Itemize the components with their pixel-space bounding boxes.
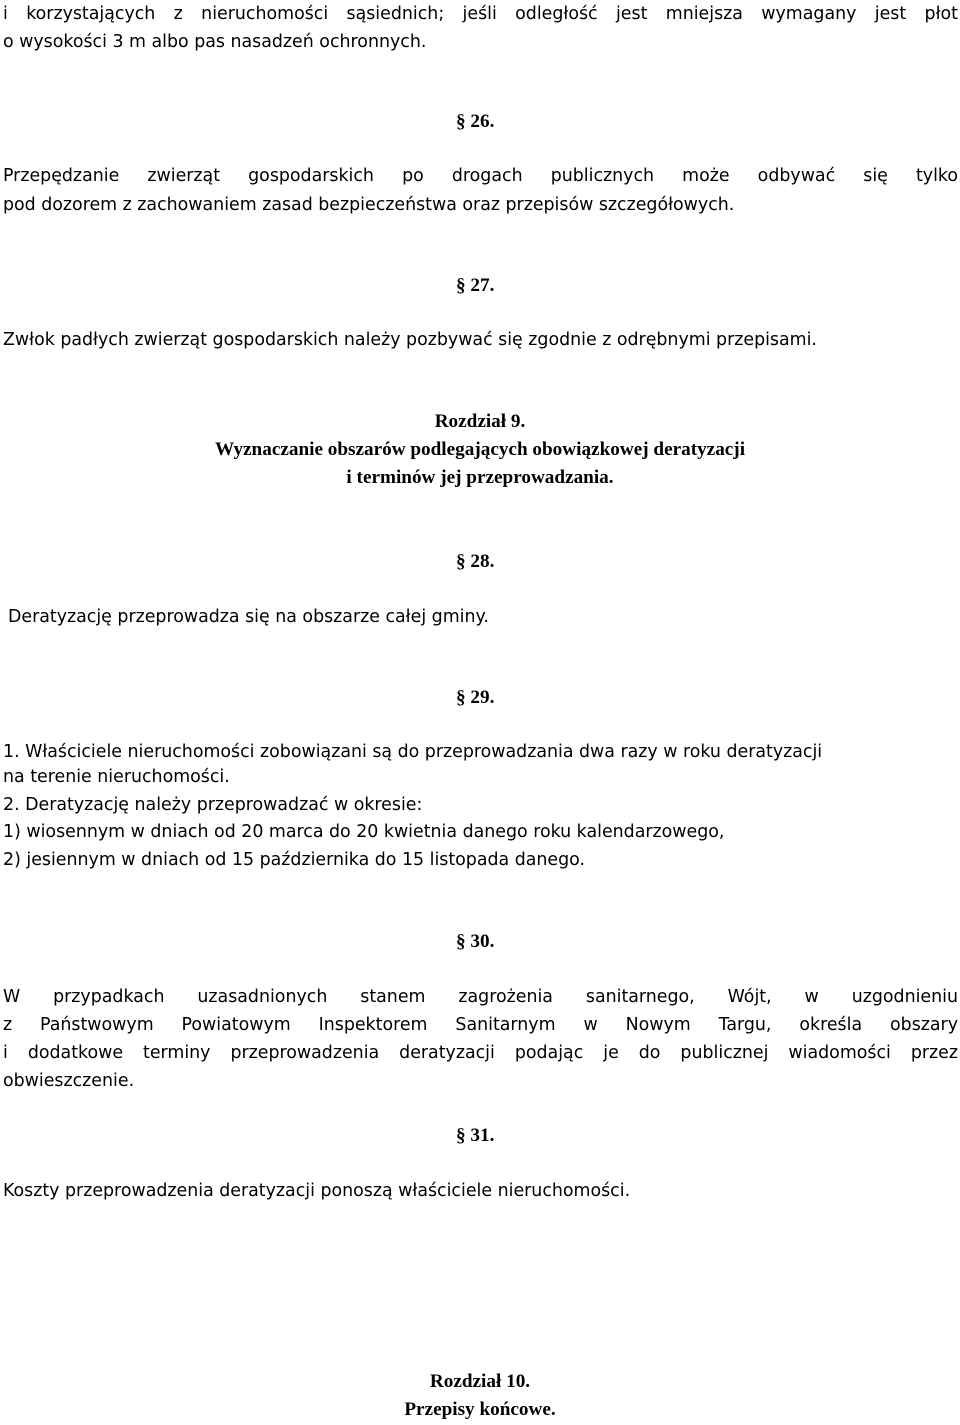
paragraph-line: o wysokości 3 m albo pas nasadzeń ochronnych.: [3, 32, 427, 52]
chapter-9-title-line: i terminów jej przeprowadzania.: [346, 467, 614, 488]
section-number-26: § 26.: [456, 111, 495, 132]
section-29-line: na terenie nieruchomości.: [3, 767, 230, 787]
paragraph-line: i korzystających z nieruchomości sąsiednich; jeśli odległość jest mniejsza wymagany jest płot: [3, 4, 958, 24]
section-26-line: Przepędzanie zwierząt gospodarskich po drogach publicznych może odbywać się tylko: [3, 166, 958, 186]
chapter-10-label: Rozdział 10.: [429, 1371, 531, 1392]
section-29-line: 2) jesiennym w dniach od 15 października do 15 listopada danego.: [3, 850, 586, 870]
section-26-line: pod dozorem z zachowaniem zasad bezpieczeństwa oraz przepisów szczegółowych.: [3, 195, 735, 215]
section-29-line: 1. Właściciele nieruchomości zobowiązani są do przeprowadzania dwa razy w roku deratyzacji: [3, 742, 823, 762]
section-number-29: § 29.: [456, 687, 495, 708]
section-29-line: 1) wiosennym w dniach od 20 marca do 20 kwietnia danego roku kalendarzowego,: [3, 822, 725, 842]
section-31-text: Koszty przeprowadzenia deratyzacji ponoszą właściciele nieruchomości.: [3, 1181, 631, 1201]
chapter-9-label: Rozdział 9.: [434, 411, 526, 432]
section-29-line: 2. Deratyzację należy przeprowadzać w okresie:: [3, 795, 423, 815]
section-30-line: obwieszczenie.: [3, 1071, 135, 1091]
section-30-line: i dodatkowe terminy przeprowadzenia deratyzacji podając je do publicznej wiadomości przez: [3, 1043, 958, 1063]
section-28-text: Deratyzację przeprowadza się na obszarze całej gminy.: [8, 607, 489, 627]
section-number-28: § 28.: [456, 551, 495, 572]
section-27-text: Zwłok padłych zwierząt gospodarskich należy pozbywać się zgodnie z odrębnymi przepisami.: [3, 330, 817, 350]
section-30-line: z Państwowym Powiatowym Inspektorem Sanitarnym w Nowym Targu, określa obszary: [3, 1015, 958, 1035]
section-number-30: § 30.: [456, 931, 495, 952]
chapter-9-title-line: Wyznaczanie obszarów podlegających obowiązkowej deratyzacji: [214, 439, 746, 460]
section-number-31: § 31.: [456, 1125, 495, 1146]
chapter-10-title: Przepisy końcowe.: [404, 1399, 556, 1420]
section-30-line: W przypadkach uzasadnionych stanem zagrożenia sanitarnego, Wójt, w uzgodnieniu: [3, 987, 958, 1007]
section-number-27: § 27.: [456, 275, 495, 296]
